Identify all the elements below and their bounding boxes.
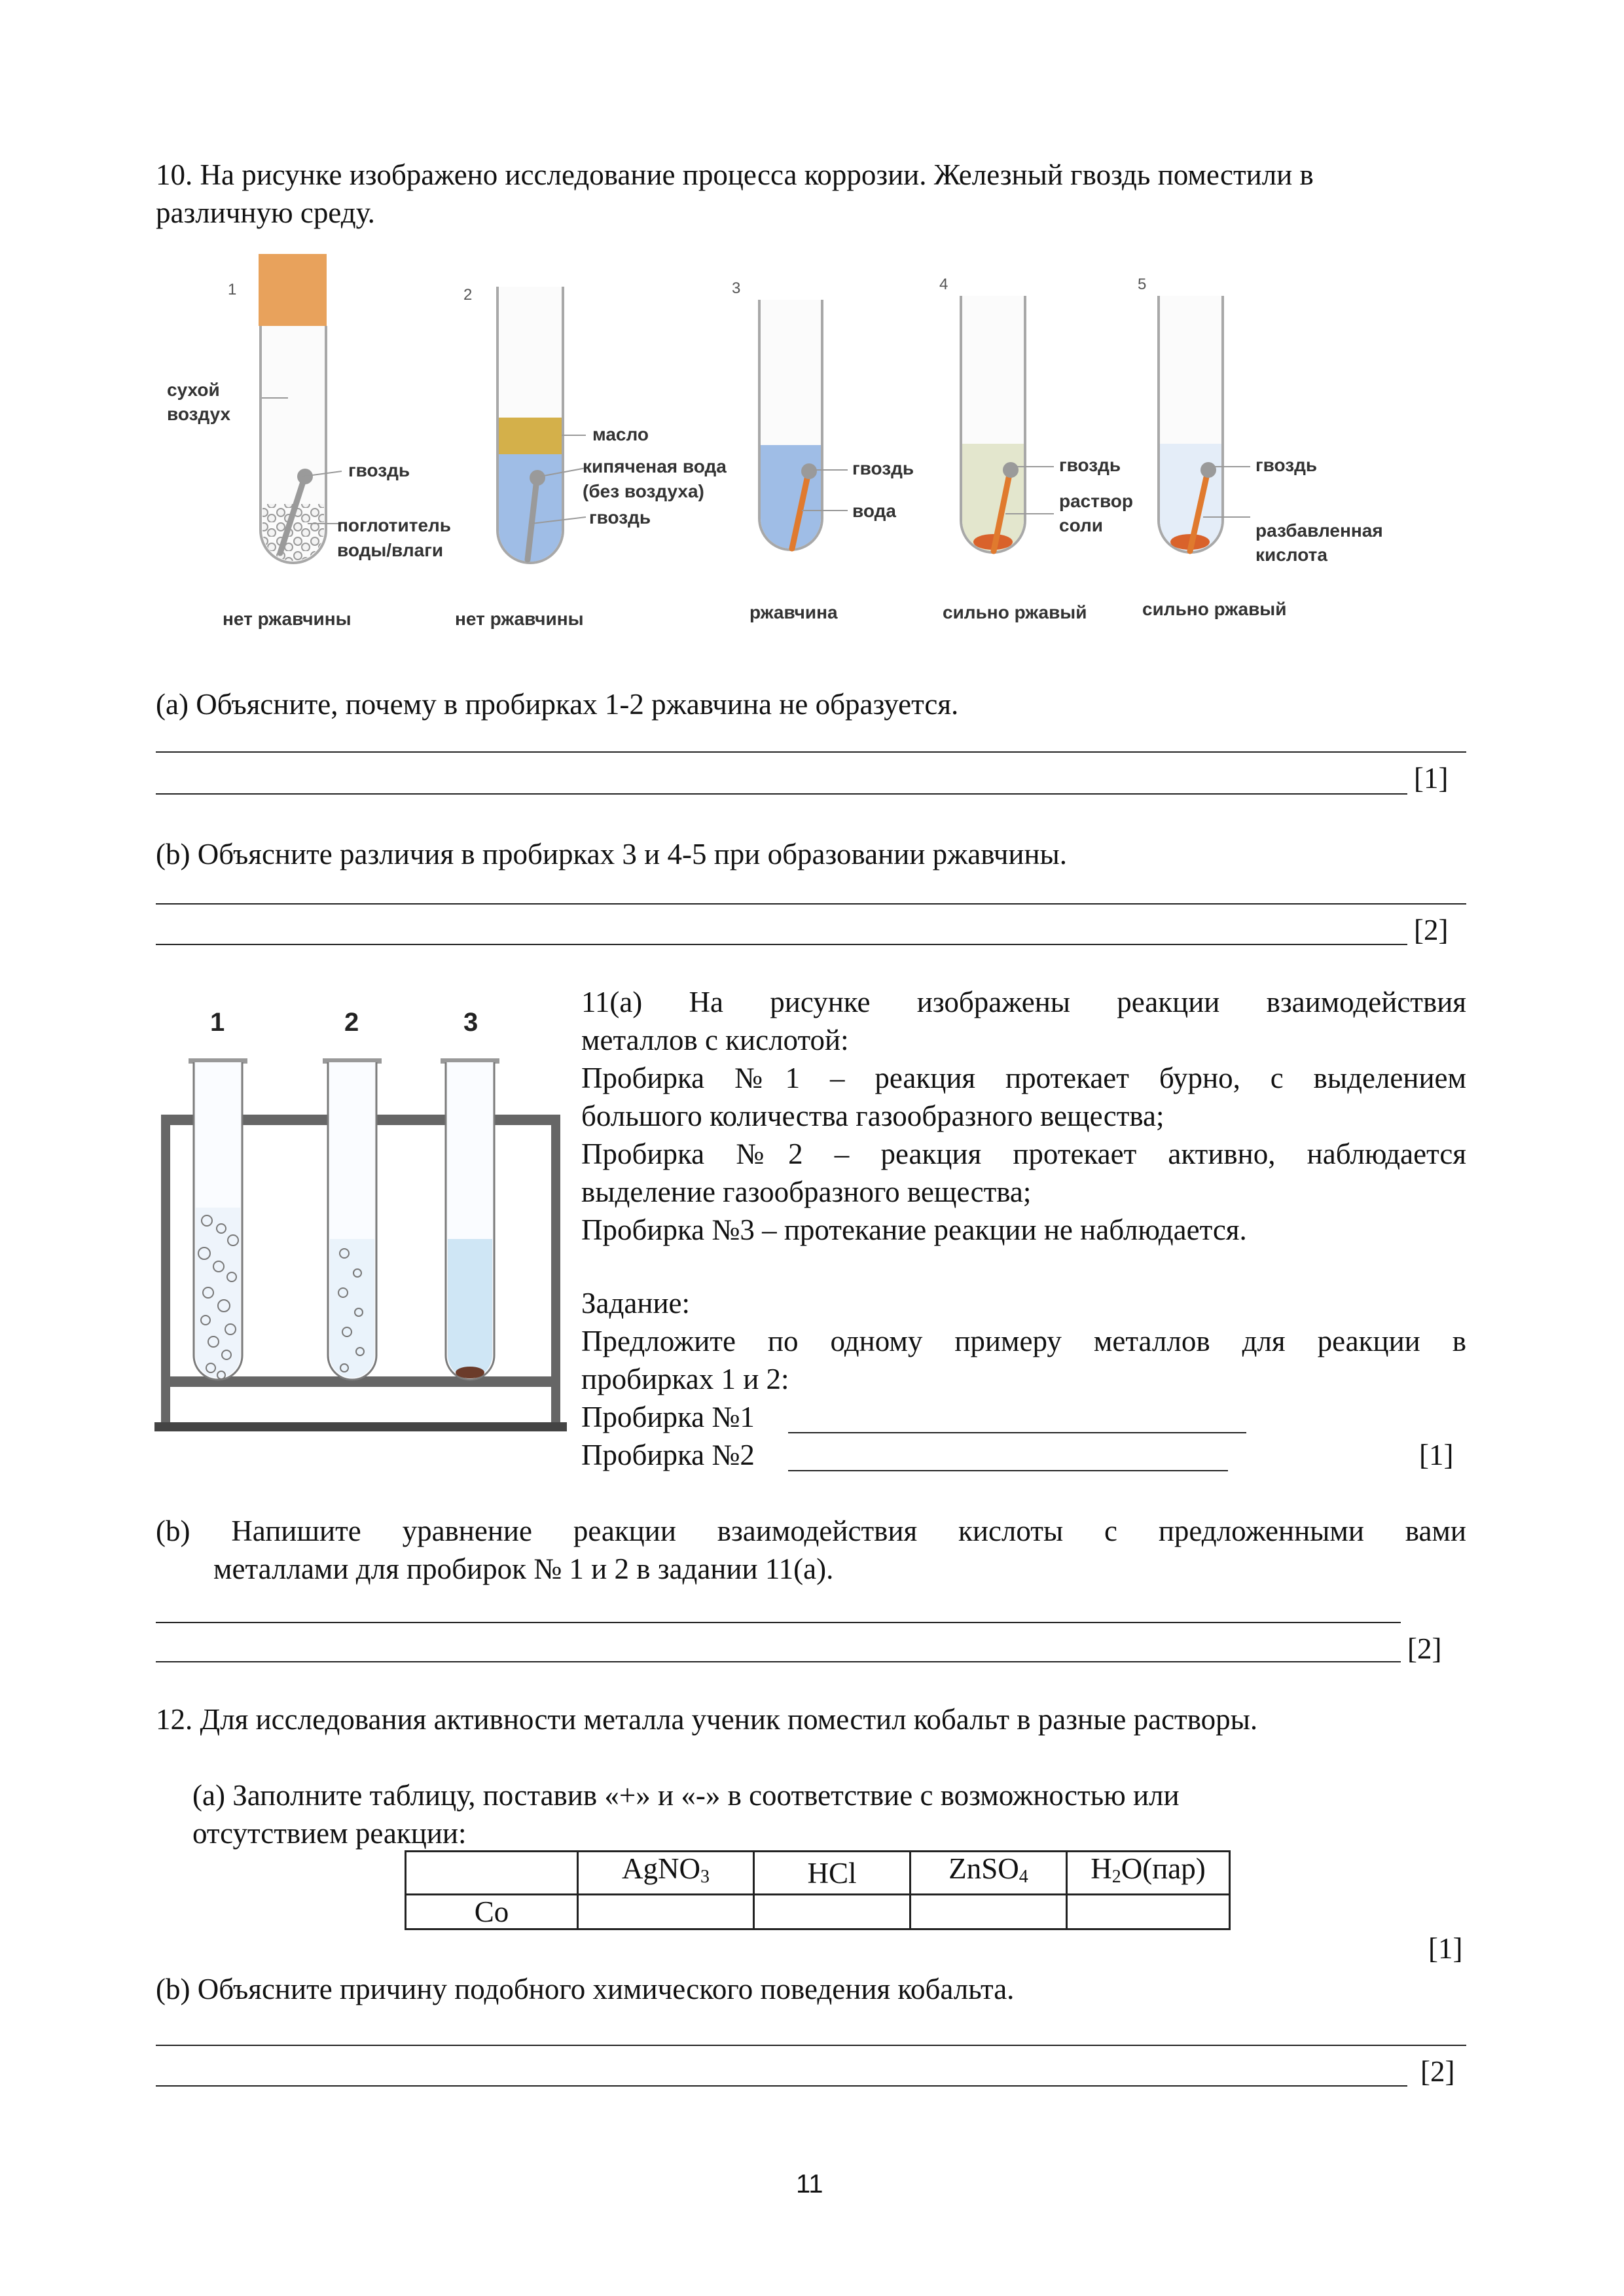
q11a-line-1: 11(а) На рисунке изображены реакции взаимодействия: [581, 986, 1466, 1018]
rack-tube-1: [189, 1058, 247, 1380]
tube-1: [167, 254, 451, 629]
q11a-line-6: выделение газообразного вещества;: [581, 1175, 1032, 1208]
cobalt-reaction-table: [405, 1850, 1231, 1930]
q10a-answer-line-1[interactable]: [156, 751, 1466, 753]
answer-cell-hcl[interactable]: [754, 1895, 911, 1929]
q11a-line-2: металлов с кислотой:: [581, 1024, 849, 1056]
q12a-line-1: (а) Заполните таблицу, поставив «+» и «-» в соответствие с возможностью или: [192, 1779, 1180, 1812]
tube-1-result: нет ржавчины: [223, 609, 352, 629]
table-row-label-co: Co: [406, 1895, 578, 1929]
acid-metal-reaction-figure: [154, 985, 567, 1443]
tube-1-label-absorber: поглотитель: [337, 515, 452, 535]
q11-task-line-2: пробирках 1 и 2:: [581, 1363, 789, 1395]
q10b-answer-line-2[interactable]: [156, 944, 1407, 945]
tube-2-label-nail: гвоздь: [589, 507, 651, 528]
q12b-question: (b) Объясните причину подобного химического поведения кобальта.: [156, 1973, 1015, 2005]
corrosion-experiment-figure: [157, 249, 1401, 635]
tube-1-label-air: воздух: [167, 404, 231, 424]
tube-2: [455, 286, 727, 629]
table-header-agno3: AgNO$_3$: [578, 1852, 754, 1895]
q10a-question: (а) Объясните, почему в пробирках 1-2 ржавчина не образуется.: [156, 688, 959, 721]
q12b-answer-line-2[interactable]: [156, 2085, 1407, 2087]
q11-task-line-1: Предложите по одному примеру металлов для реакции в: [581, 1325, 1466, 1357]
table-header-row: [406, 1852, 1230, 1895]
tube-4-label-salt: соли: [1059, 515, 1103, 535]
acid-solution: [448, 1239, 492, 1378]
q10b-mark: [2]: [1414, 914, 1449, 946]
rack-tube-2: [323, 1058, 382, 1380]
q10a-answer-line-2[interactable]: [156, 793, 1407, 795]
oil-layer: [499, 418, 562, 454]
q11-tube1-answer-line[interactable]: [788, 1432, 1246, 1433]
tube-3-label-nail: гвоздь: [852, 458, 914, 478]
q11a-line-4: большого количества газообразного вещества;: [581, 1100, 1164, 1132]
rack-tube-3-number: 3: [463, 1008, 478, 1037]
q11a-line-7: Пробирка №3 – протекание реакции не наблюдается.: [581, 1213, 1247, 1246]
tube-3-number: 3: [732, 279, 741, 297]
cork-stopper: [259, 254, 327, 326]
q11b-mark: [2]: [1407, 1632, 1442, 1665]
q10-intro-line2: различную среду.: [156, 196, 375, 229]
q11-tube1-label: Пробирка №1: [581, 1401, 755, 1433]
tube-2-result: нет ржавчины: [455, 609, 584, 629]
rack-tube-1-number: 1: [210, 1008, 225, 1037]
tube-1-number: 1: [228, 281, 237, 298]
tube-2-label-oil: масло: [592, 424, 649, 444]
q11a-mark: [1]: [1419, 1439, 1454, 1471]
tube-5-number: 5: [1138, 276, 1147, 293]
answer-cell-znso4[interactable]: [911, 1895, 1067, 1929]
q12a-line-2: отсутствием реакции:: [192, 1817, 467, 1850]
q11a-line-3: Пробирка №1 – реакция протекает бурно, с выделением: [581, 1062, 1466, 1094]
q11a-line-5: Пробирка №2 – реакция протекает активно, наблюдается: [581, 1138, 1466, 1170]
q12b-mark: [2]: [1420, 2055, 1455, 2088]
table-header-h2o-steam: $H_2O(пар)$: [1067, 1852, 1230, 1895]
q12-intro: 12. Для исследования активности металла ученик поместил кобальт в разные растворы.: [156, 1703, 1258, 1736]
tube-4-number: 4: [939, 276, 948, 293]
table-row: [406, 1895, 1230, 1929]
tube-5: [1138, 276, 1383, 619]
table-header-znso4: ZnSO$_4$: [911, 1852, 1067, 1895]
q10a-mark: [1]: [1414, 762, 1449, 795]
table-header-hcl: HCl: [754, 1852, 911, 1895]
tube-2-number: 2: [463, 286, 473, 304]
q12b-answer-line-1[interactable]: [156, 2045, 1466, 2046]
answer-cell-h2o[interactable]: [1067, 1895, 1230, 1929]
tube-4-label-solution: раствор: [1059, 491, 1134, 511]
q11-tube2-answer-line[interactable]: [788, 1470, 1228, 1471]
q10-intro-line1: 10. На рисунке изображено исследование процесса коррозии. Железный гвоздь поместили в: [156, 158, 1314, 191]
tube-2-label-no-air: (без воздуха): [583, 481, 704, 501]
page-number: 11: [796, 2170, 823, 2198]
tube-3-result: ржавчина: [749, 602, 838, 622]
q10b-answer-line-1[interactable]: [156, 903, 1466, 905]
tube-5-result: сильно ржавый: [1142, 599, 1287, 619]
tube-2-label-boiled-water: кипяченая вода: [583, 456, 727, 476]
q11b-line-1: (b) Напишите уравнение реакции взаимодействия кислоты с предложенными вами: [156, 1515, 1466, 1547]
rack-tube-3: [441, 1058, 499, 1380]
tube-3-label-water: вода: [852, 501, 896, 521]
table-corner-cell: [406, 1852, 578, 1895]
q12a-mark: [1]: [1428, 1932, 1463, 1965]
q10b-question: (b) Объясните различия в пробирках 3 и 4-5 при образовании ржавчины.: [156, 838, 1068, 870]
tube-5-label-acid: кислота: [1255, 545, 1327, 565]
tube-5-label-dilute: разбавленная: [1255, 520, 1383, 541]
tube-4-label-nail: гвоздь: [1059, 455, 1121, 475]
metal-pieces: [456, 1367, 484, 1378]
q11b-answer-line-2[interactable]: [156, 1661, 1401, 1662]
q11-tube2-label: Пробирка №2: [581, 1439, 755, 1471]
q11-task-title: Задание:: [581, 1287, 691, 1319]
q11b-line-2: металлами для пробирок № 1 и 2 в задании 11(а).: [213, 1552, 834, 1585]
tube-3: [732, 279, 914, 622]
tube-5-label-nail: гвоздь: [1255, 455, 1318, 475]
tube-1-label-water-moisture: воды/влаги: [337, 540, 444, 560]
rack-tube-2-number: 2: [344, 1008, 359, 1037]
answer-cell-agno3[interactable]: [578, 1895, 754, 1929]
water: [761, 445, 821, 548]
tube-1-label-nail: гвоздь: [348, 460, 410, 480]
tube-4-result: сильно ржавый: [943, 602, 1087, 622]
tube-4: [939, 276, 1133, 622]
q11b-answer-line-1[interactable]: [156, 1622, 1401, 1623]
tube-1-label-dry: сухой: [167, 380, 220, 400]
